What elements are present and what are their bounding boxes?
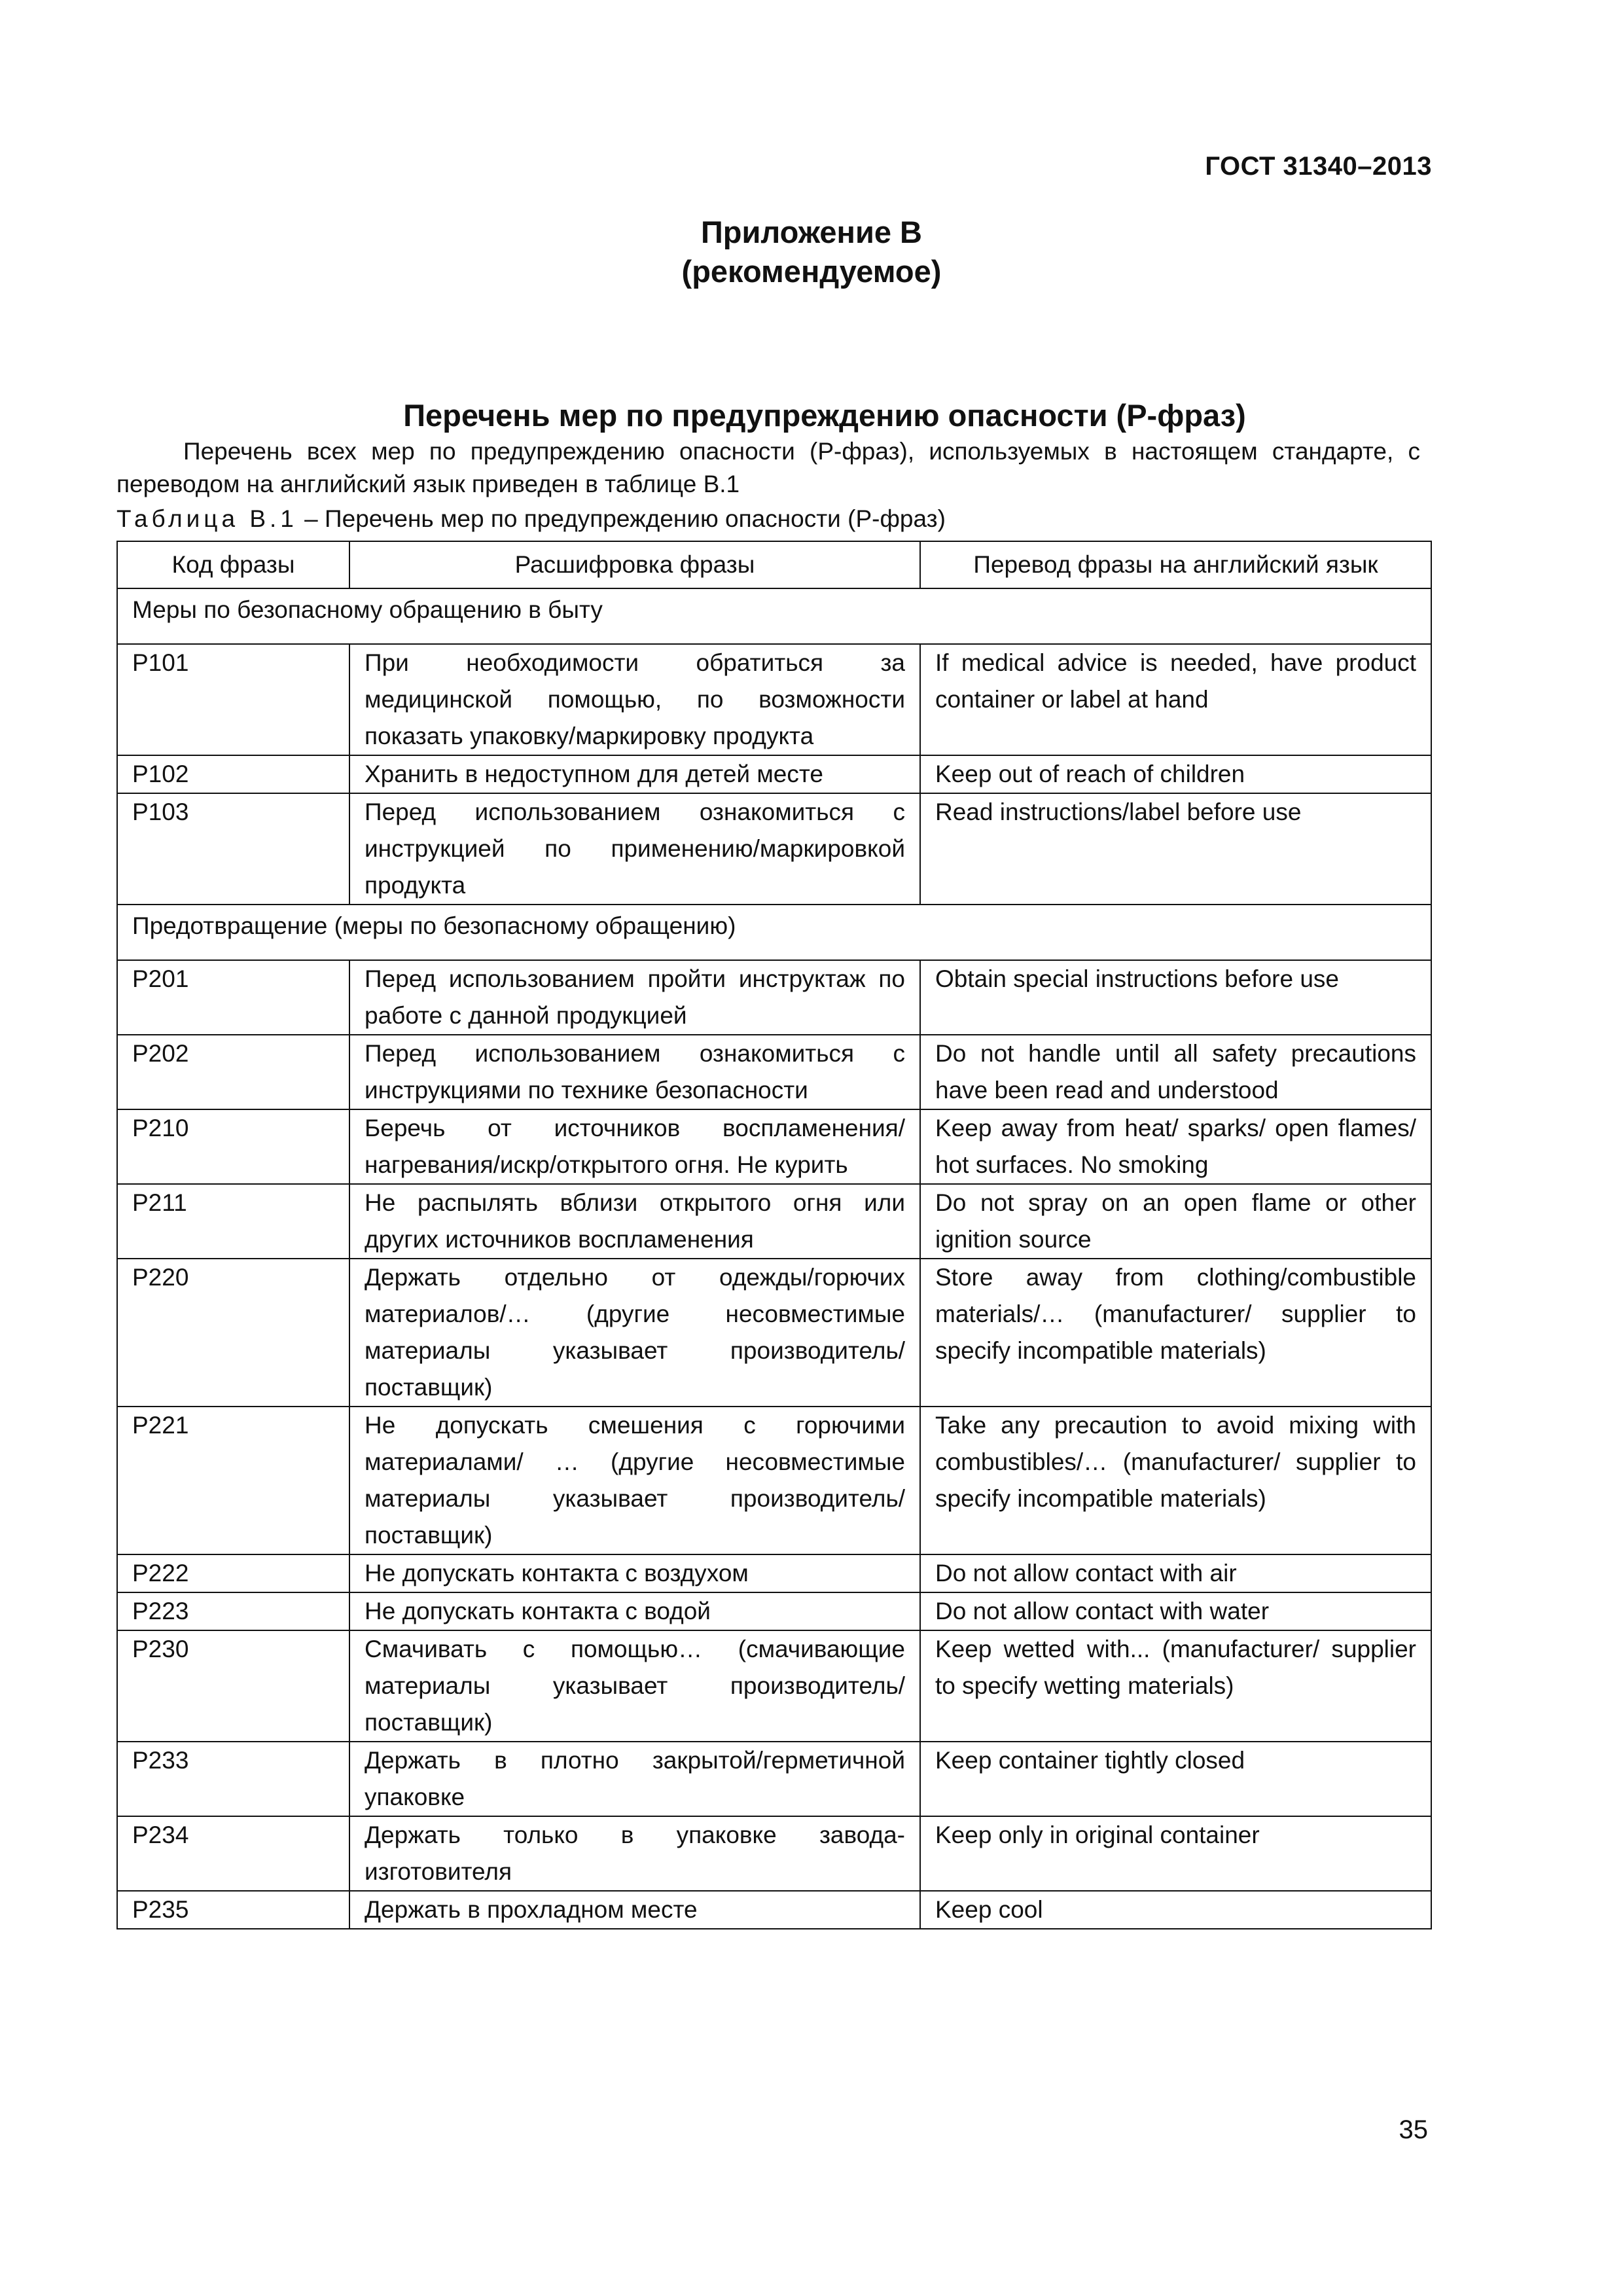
phrase-english: If medical advice is needed, have product container or label at hand (920, 644, 1431, 755)
phrase-russian: Держать в прохладном месте (349, 1891, 920, 1929)
table-caption-prefix: Таблица В.1 (116, 505, 298, 532)
phrase-english: Do not allow contact with water (920, 1592, 1431, 1630)
phrase-russian: При необходимости обратиться за медицинской помощью, по возможности показать упаковку/маркировку продукта (349, 644, 920, 755)
group-label: Предотвращение (меры по безопасному обращению) (117, 905, 1431, 960)
header-code: Код фразы (117, 541, 349, 588)
phrase-code: Р210 (117, 1109, 349, 1184)
precautionary-phrases-table (116, 541, 1432, 1929)
phrase-russian: Не допускать смешения с горючими материалами/ … (другие несовместимые материалы указывает производитель/ поставщик) (349, 1407, 920, 1554)
table-row (117, 1742, 1431, 1816)
phrase-code: Р230 (117, 1630, 349, 1742)
phrase-code: Р211 (117, 1184, 349, 1259)
phrase-russian: Держать только в упаковке завода-изготовителя (349, 1816, 920, 1891)
table-row (117, 1109, 1431, 1184)
table-row (117, 1035, 1431, 1109)
table-row (117, 755, 1431, 793)
table-row (117, 1184, 1431, 1259)
table-row (117, 1891, 1431, 1929)
phrase-english: Keep container tightly closed (920, 1742, 1431, 1816)
document-code: ГОСТ 31340–2013 (1205, 152, 1432, 181)
table-row (117, 793, 1431, 905)
phrase-english: Read instructions/label before use (920, 793, 1431, 905)
phrase-english: Take any precaution to avoid mixing with combustibles/… (manufacturer/ supplier to specify incompatible materials) (920, 1407, 1431, 1554)
table-row (117, 1816, 1431, 1891)
table-row (117, 960, 1431, 1035)
phrase-russian: Смачивать с помощью… (смачивающие материалы указывает производитель/ поставщик) (349, 1630, 920, 1742)
phrase-english: Do not spray on an open flame or other ignition source (920, 1184, 1431, 1259)
phrase-russian: Не допускать контакта с водой (349, 1592, 920, 1630)
phrase-code: Р220 (117, 1259, 349, 1407)
phrase-code: Р103 (117, 793, 349, 905)
header-phrase: Расшифровка фразы (349, 541, 920, 588)
group-row (117, 588, 1431, 644)
appendix-title (0, 213, 1623, 291)
page-number: 35 (1399, 2115, 1428, 2144)
phrase-english: Store away from clothing/combustible materials/… (manufacturer/ supplier to specify incompatible materials) (920, 1259, 1431, 1407)
phrase-russian: Не распылять вблизи открытого огня или других источников воспламенения (349, 1184, 920, 1259)
group-label: Меры по безопасному обращению в быту (117, 588, 1431, 644)
phrase-code: Р234 (117, 1816, 349, 1891)
phrase-russian: Беречь от источников воспламенения/ нагревания/искр/открытого огня. Не курить (349, 1109, 920, 1184)
phrase-russian: Хранить в недоступном для детей месте (349, 755, 920, 793)
group-row (117, 905, 1431, 960)
phrase-russian: Перед использованием ознакомиться с инструкциями по технике безопасности (349, 1035, 920, 1109)
phrase-english: Do not allow contact with air (920, 1554, 1431, 1592)
phrase-code: Р201 (117, 960, 349, 1035)
phrase-english: Keep wetted with... (manufacturer/ supplier to specify wetting materials) (920, 1630, 1431, 1742)
intro-paragraph: Перечень всех мер по предупреждению опасности (Р-фраз), используемых в настоящем стандарте, с переводом на английский язык приведен в таблице В.1 (116, 438, 1420, 497)
phrase-english: Keep only in original container (920, 1816, 1431, 1891)
table-row (117, 1630, 1431, 1742)
phrase-english: Keep cool (920, 1891, 1431, 1929)
table-header-row (117, 541, 1431, 588)
table-caption-text: – Перечень мер по предупреждению опасности (Р-фраз) (297, 505, 946, 532)
table-caption (116, 504, 946, 534)
phrase-russian: Держать в плотно закрытой/герметичной упаковке (349, 1742, 920, 1816)
phrase-russian: Держать отдельно от одежды/горючих материалов/… (другие несовместимые материалы указывает производитель/ поставщик) (349, 1259, 920, 1407)
table-row (117, 1592, 1431, 1630)
phrase-russian: Перед использованием пройти инструктаж по работе с данной продукцией (349, 960, 920, 1035)
phrase-english: Obtain special instructions before use (920, 960, 1431, 1035)
table-row (117, 1259, 1431, 1407)
phrase-code: Р222 (117, 1554, 349, 1592)
table-row (117, 1554, 1431, 1592)
appendix-title-line1: Приложение В (701, 215, 922, 249)
appendix-title-line2: (рекомендуемое) (681, 254, 942, 289)
phrase-russian: Перед использованием ознакомиться с инструкцией по применению/маркировкой продукта (349, 793, 920, 905)
phrase-code: Р235 (117, 1891, 349, 1929)
table-row (117, 644, 1431, 755)
phrase-code: Р223 (117, 1592, 349, 1630)
phrase-code: Р202 (117, 1035, 349, 1109)
phrase-english: Keep away from heat/ sparks/ open flames/ hot surfaces. No smoking (920, 1109, 1431, 1184)
phrase-code: Р102 (117, 755, 349, 793)
phrase-code: Р221 (117, 1407, 349, 1554)
phrase-english: Keep out of reach of children (920, 755, 1431, 793)
section-title: Перечень мер по предупреждению опасности (Р-фраз) (403, 398, 1246, 433)
phrase-english: Do not handle until all safety precautions have been read and understood (920, 1035, 1431, 1109)
phrase-code: Р233 (117, 1742, 349, 1816)
phrase-russian: Не допускать контакта с воздухом (349, 1554, 920, 1592)
phrase-code: Р101 (117, 644, 349, 755)
header-translation: Перевод фразы на английский язык (920, 541, 1431, 588)
table-row (117, 1407, 1431, 1554)
